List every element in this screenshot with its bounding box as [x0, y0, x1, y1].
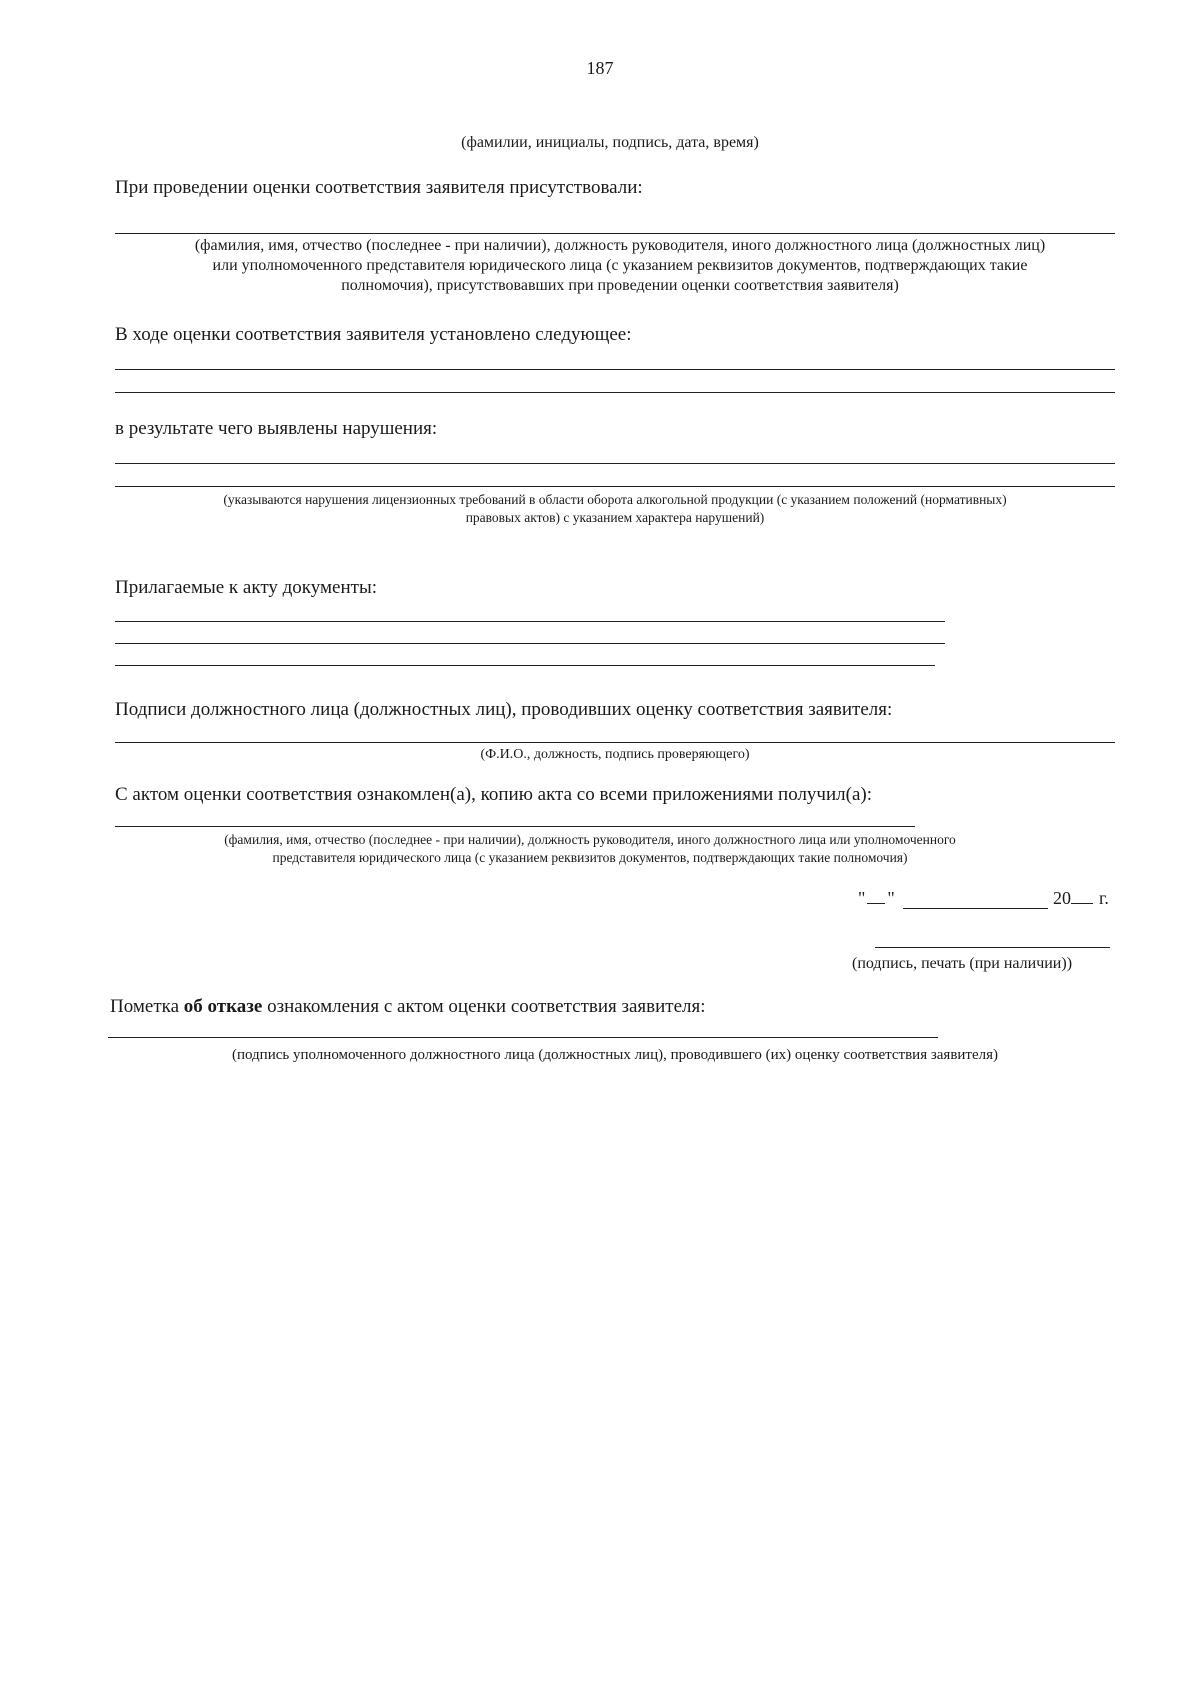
date-year-blank[interactable] [1071, 903, 1093, 904]
present-caption [110, 236, 1130, 296]
violations-line-2[interactable] [115, 486, 1115, 487]
date-day-blank[interactable] [867, 903, 885, 904]
findings-line-2[interactable] [115, 392, 1115, 393]
acknowledgement-caption-line-2: представителя юридического лица (с указанием реквизитов документов, подтверждающих такие полномочия) [272, 850, 908, 865]
acknowledgement-heading: С актом оценки соответствия ознакомлен(а), копию акта со всеми приложениями получил(а): [115, 784, 873, 805]
date-year-field[interactable] [1053, 888, 1109, 909]
violations-heading: в результате чего выявлены нарушения: [115, 418, 438, 439]
date-quote-close: " [887, 888, 895, 908]
page-number: 187 [586, 58, 614, 78]
refusal-heading [110, 995, 706, 1019]
date-month-blank[interactable] [903, 908, 1048, 909]
findings-heading: В ходе оценки соответствия заявителя установлено следующее: [115, 324, 632, 345]
refusal-heading-bold: об отказе [183, 996, 263, 1017]
attachments-line-3[interactable] [115, 665, 935, 666]
present-caption-line-1: (фамилия, имя, отчество (последнее - при наличии), должность руководителя, иного должностного лица (должностных лиц) [194, 237, 1046, 254]
date-year-suffix: г. [1099, 888, 1109, 908]
date-year-prefix: 20 [1053, 888, 1071, 908]
violations-line-1[interactable] [115, 463, 1115, 464]
refusal-heading-part-1: Пометка [110, 996, 184, 1017]
acknowledgement-signature-line[interactable] [115, 826, 915, 827]
inspector-signature-line[interactable] [115, 742, 1115, 743]
attachments-line-2[interactable] [115, 643, 945, 644]
present-heading: При проведении оценки соответствия заявителя присутствовали: [115, 177, 643, 198]
violations-caption-line-1: (указываются нарушения лицензионных требований в области оборота алкогольной продукции (с указанием положений (нормативных) [223, 492, 1007, 507]
date-quote-open: " [858, 888, 866, 908]
refusal-signature-line[interactable] [108, 1037, 938, 1038]
acknowledgement-caption-line-1: (фамилия, имя, отчество (последнее - при наличии), должность руководителя, иного должностного лица или уполномоченного [224, 832, 956, 847]
date-day-field[interactable] [858, 888, 895, 909]
violations-caption-line-2: правовых актов) с указанием характера нарушений) [465, 510, 765, 525]
present-signature-line[interactable] [115, 233, 1115, 234]
stamp-signature-line[interactable] [875, 947, 1110, 948]
inspector-signatures-heading: Подписи должностного лица (должностных лиц), проводивших оценку соответствия заявителя: [115, 699, 893, 720]
attachments-heading: Прилагаемые к акту документы: [115, 577, 377, 598]
refusal-caption: (подпись уполномоченного должностного лица (должностных лиц), проводившего (их) оценку соответствия заявителя) [231, 1047, 999, 1063]
inspector-signature-caption: (Ф.И.О., должность, подпись проверяющего) [480, 747, 750, 762]
violations-caption [115, 491, 1115, 527]
refusal-heading-part-2: ознакомления с актом оценки соответствия заявителя: [262, 996, 706, 1017]
acknowledgement-caption [115, 831, 1065, 867]
attachments-line-1[interactable] [115, 621, 945, 622]
findings-line-1[interactable] [115, 369, 1115, 370]
present-caption-line-2: или уполномоченного представителя юридического лица (с указанием реквизитов документов, подтверждающих такие [212, 257, 1028, 274]
stamp-signature-caption: (подпись, печать (при наличии)) [852, 955, 1073, 972]
present-caption-line-3: полномочия), присутствовавших при проведении оценки соответствия заявителя) [341, 277, 899, 294]
top-caption: (фамилии, инициалы, подпись, дата, время) [461, 134, 759, 151]
